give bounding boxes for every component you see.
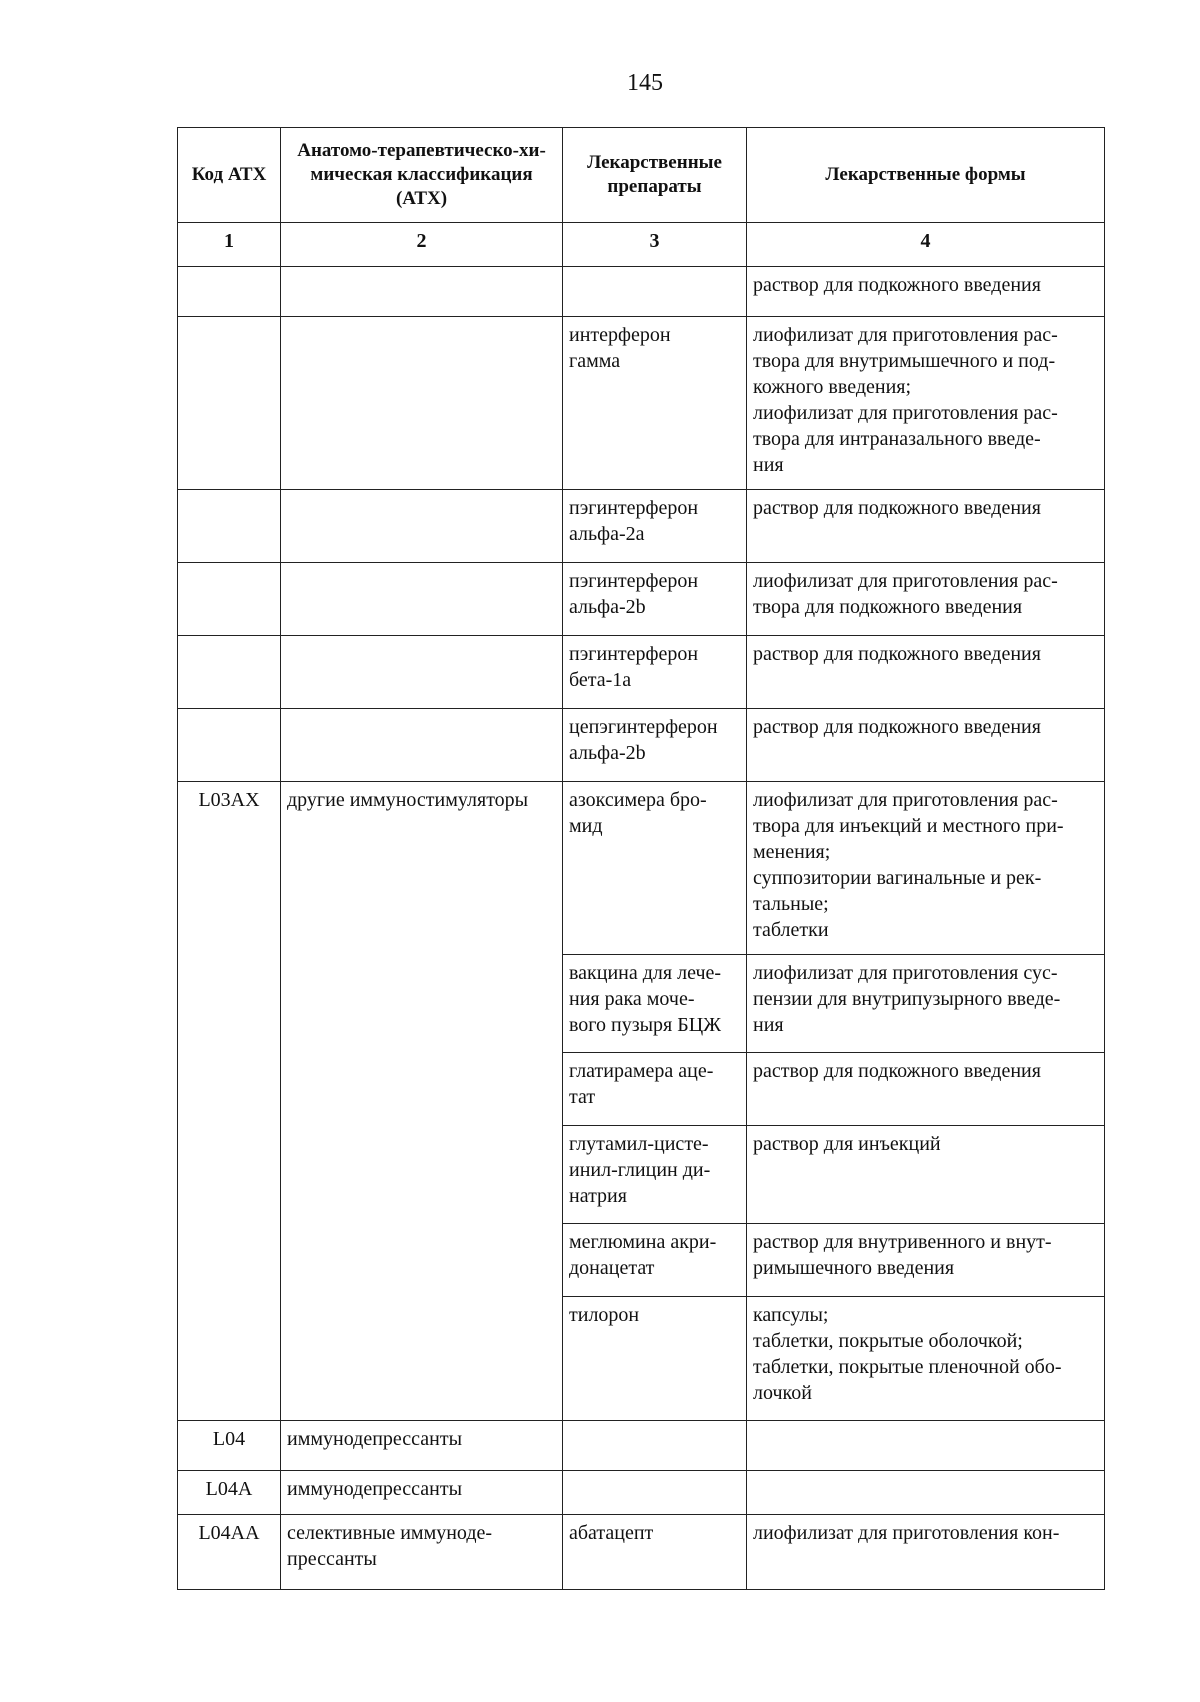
- drug-cell: пэгинтерферон альфа-2а: [563, 490, 747, 563]
- table-row: [178, 563, 1105, 636]
- page-number: 145: [627, 70, 663, 96]
- atx-code-cell: [178, 636, 281, 709]
- dosage-form-cell: лиофилизат для приготовления сус- пензии для внутрипузырного введе- ния: [747, 955, 1105, 1053]
- dosage-form-cell: раствор для подкожного введения: [747, 1053, 1105, 1126]
- atx-code-cell: L04: [178, 1421, 281, 1471]
- classification-cell: [281, 563, 563, 636]
- classification-cell: селективные иммуноде- прессанты: [281, 1515, 563, 1590]
- column-number-row: [178, 223, 1105, 267]
- atx-code-cell: [178, 709, 281, 782]
- drug-cell: вакцина для лече- ния рака моче- вого пузыря БЦЖ: [563, 955, 747, 1053]
- drug-cell: [563, 1421, 747, 1471]
- header-atx-code: Код АТХ: [178, 128, 281, 223]
- classification-cell: [281, 317, 563, 490]
- classification-cell: [281, 490, 563, 563]
- column-number: 4: [747, 223, 1105, 267]
- drug-cell: пэгинтерферон альфа-2b: [563, 563, 747, 636]
- classification-cell: другие иммуностимуляторы: [281, 782, 563, 1421]
- drug-cell: азоксимера бро- мид: [563, 782, 747, 955]
- atx-code-cell: L04AA: [178, 1515, 281, 1590]
- atx-code-cell: [178, 267, 281, 317]
- atx-table: [177, 127, 1105, 1590]
- atx-code-cell: [178, 563, 281, 636]
- drug-cell: [563, 1471, 747, 1515]
- drug-cell: цепэгинтерферон альфа-2b: [563, 709, 747, 782]
- column-number: 3: [563, 223, 747, 267]
- table-row: [178, 709, 1105, 782]
- header-classification: Анатомо-терапевтическо-хи- мическая классификация (АТХ): [281, 128, 563, 223]
- table-row: [178, 1471, 1105, 1515]
- classification-cell: [281, 709, 563, 782]
- table-row: [178, 317, 1105, 490]
- table-row: [178, 1515, 1105, 1590]
- dosage-form-cell: лиофилизат для приготовления рас- твора для внутримышечного и под- кожного введения; лиофилизат для приготовления рас- твора для интраназального введе- ния: [747, 317, 1105, 490]
- table-row: [178, 267, 1105, 317]
- classification-cell: иммунодепрессанты: [281, 1471, 563, 1515]
- dosage-form-cell: раствор для подкожного введения: [747, 636, 1105, 709]
- table-header-row: [178, 128, 1105, 223]
- drug-cell: глатирамера аце- тат: [563, 1053, 747, 1126]
- drug-cell: [563, 267, 747, 317]
- header-drugs: Лекарственные препараты: [563, 128, 747, 223]
- dosage-form-cell: лиофилизат для приготовления кон-: [747, 1515, 1105, 1590]
- dosage-form-cell: раствор для подкожного введения: [747, 709, 1105, 782]
- column-number: 1: [178, 223, 281, 267]
- table-row: [178, 490, 1105, 563]
- dosage-form-cell: [747, 1471, 1105, 1515]
- atx-code-cell: [178, 490, 281, 563]
- dosage-form-cell: раствор для инъекций: [747, 1126, 1105, 1224]
- dosage-form-cell: раствор для подкожного введения: [747, 490, 1105, 563]
- classification-cell: [281, 267, 563, 317]
- classification-cell: [281, 636, 563, 709]
- dosage-form-cell: лиофилизат для приготовления рас- твора для инъекций и местного при- менения; суппозитории вагинальные и рек- тальные; таблетки: [747, 782, 1105, 955]
- dosage-form-cell: лиофилизат для приготовления рас- твора для подкожного введения: [747, 563, 1105, 636]
- atx-code-cell: [178, 317, 281, 490]
- drug-cell: меглюмина акри- донацетат: [563, 1224, 747, 1297]
- dosage-form-cell: капсулы; таблетки, покрытые оболочкой; таблетки, покрытые пленочной обо- лочкой: [747, 1297, 1105, 1421]
- table-row: [178, 782, 1105, 955]
- atx-code-cell: L04A: [178, 1471, 281, 1515]
- table-row: [178, 636, 1105, 709]
- atx-code-cell: L03AX: [178, 782, 281, 1421]
- dosage-form-cell: [747, 1421, 1105, 1471]
- dosage-form-cell: раствор для подкожного введения: [747, 267, 1105, 317]
- drug-cell: тилорон: [563, 1297, 747, 1421]
- drug-cell: пэгинтерферон бета-1а: [563, 636, 747, 709]
- classification-cell: иммунодепрессанты: [281, 1421, 563, 1471]
- table-row: [178, 1421, 1105, 1471]
- drug-cell: глутамил-цисте- инил-глицин ди- натрия: [563, 1126, 747, 1224]
- drug-cell: абатацепт: [563, 1515, 747, 1590]
- column-number: 2: [281, 223, 563, 267]
- header-dosage-forms: Лекарственные формы: [747, 128, 1105, 223]
- drug-cell: интерферон гамма: [563, 317, 747, 490]
- dosage-form-cell: раствор для внутривенного и внут- римышечного введения: [747, 1224, 1105, 1297]
